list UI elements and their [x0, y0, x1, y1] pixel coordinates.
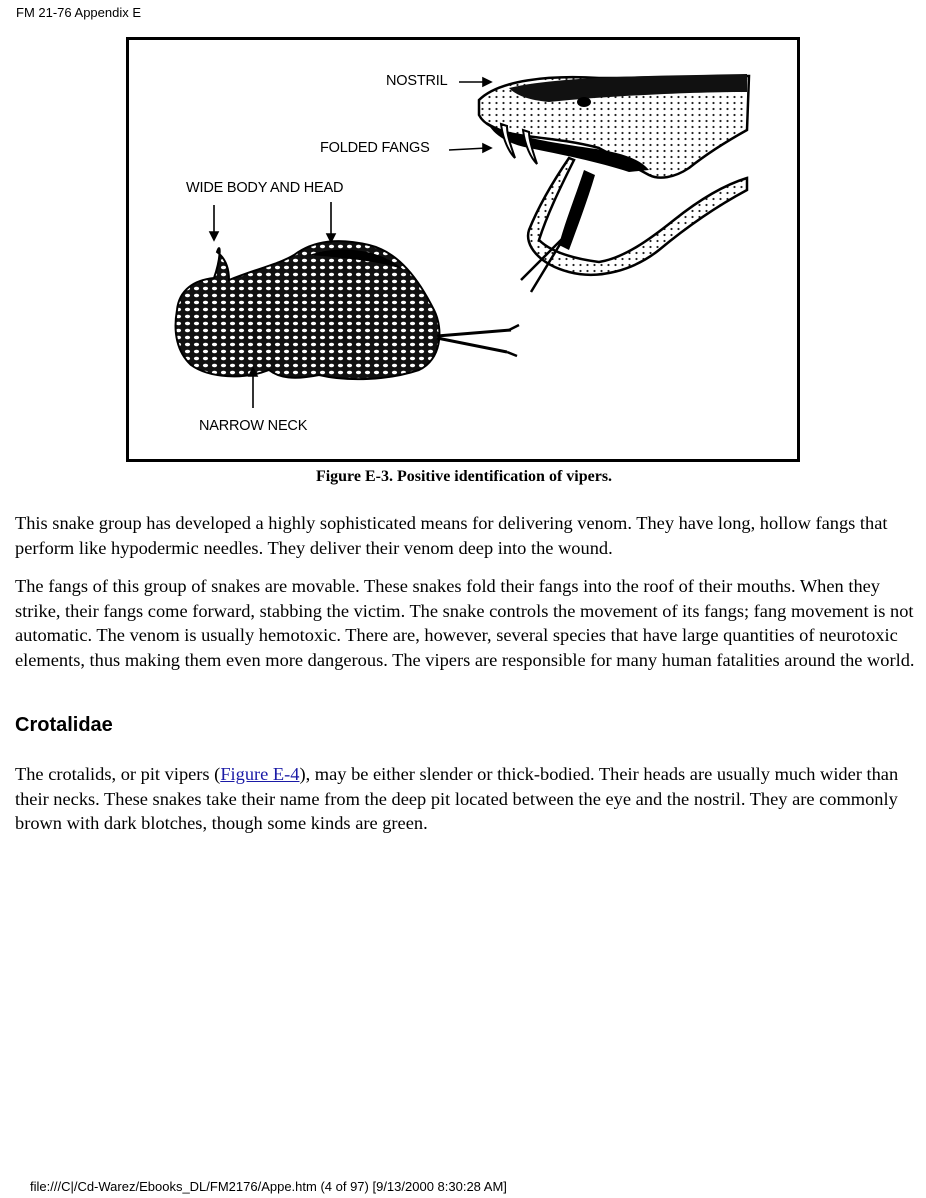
paragraph-2: The fangs of this group of snakes are movable. These snakes fold their fangs into the roof of their mouths. When they strike, their fangs come forward, stabbing the victim. The snake controls the movement of its fangs; fang movement is not automatic. The venom is usually hemotoxic. There are, however, several species that have large quantities of neurotoxic elements, thus making them even more dangerous. The vipers are responsible for many human fatalities around the world.: [15, 576, 915, 670]
label-narrow-neck: NARROW NECK: [199, 418, 308, 434]
viper-illustration: [129, 40, 797, 459]
page-footer: file:///C|/Cd-Warez/Ebooks_DL/FM2176/Appe.htm (4 of 97) [9/13/2000 8:30:28 AM]: [30, 1179, 507, 1194]
label-nostril: NOSTRIL: [386, 73, 448, 89]
figure-e4-link[interactable]: Figure E-4: [220, 764, 300, 784]
page-header: FM 21-76 Appendix E: [16, 5, 142, 20]
figure-caption-text: Figure E-3. Positive identification of vipers.: [315, 468, 613, 485]
label-wide-body: WIDE BODY AND HEAD: [186, 180, 344, 196]
section-heading-crotalidae: Crotalidae: [15, 714, 113, 736]
figure-caption: [0, 468, 926, 486]
paragraph-1: This snake group has developed a highly sophisticated means for delivering venom. They have long, hollow fangs that perform like hypodermic needles. They deliver their venom deep into the wound.: [15, 513, 888, 558]
paragraph-3: [15, 762, 915, 836]
paragraph-3-end: ), may be either slender or thick-bodied. Their heads are usually much wider than their necks. These snakes take their name from the deep pit located between the eye and the nostril. They are commonly brown with dark blotches, though some kinds are green.: [15, 764, 899, 834]
striking-viper-head: [479, 74, 749, 292]
figure-e3: [126, 37, 800, 462]
label-folded-fangs: FOLDED FANGS: [320, 140, 430, 156]
coiled-viper-body: [176, 241, 519, 379]
paragraph-3-start: The crotalids, or pit vipers (: [15, 764, 221, 784]
